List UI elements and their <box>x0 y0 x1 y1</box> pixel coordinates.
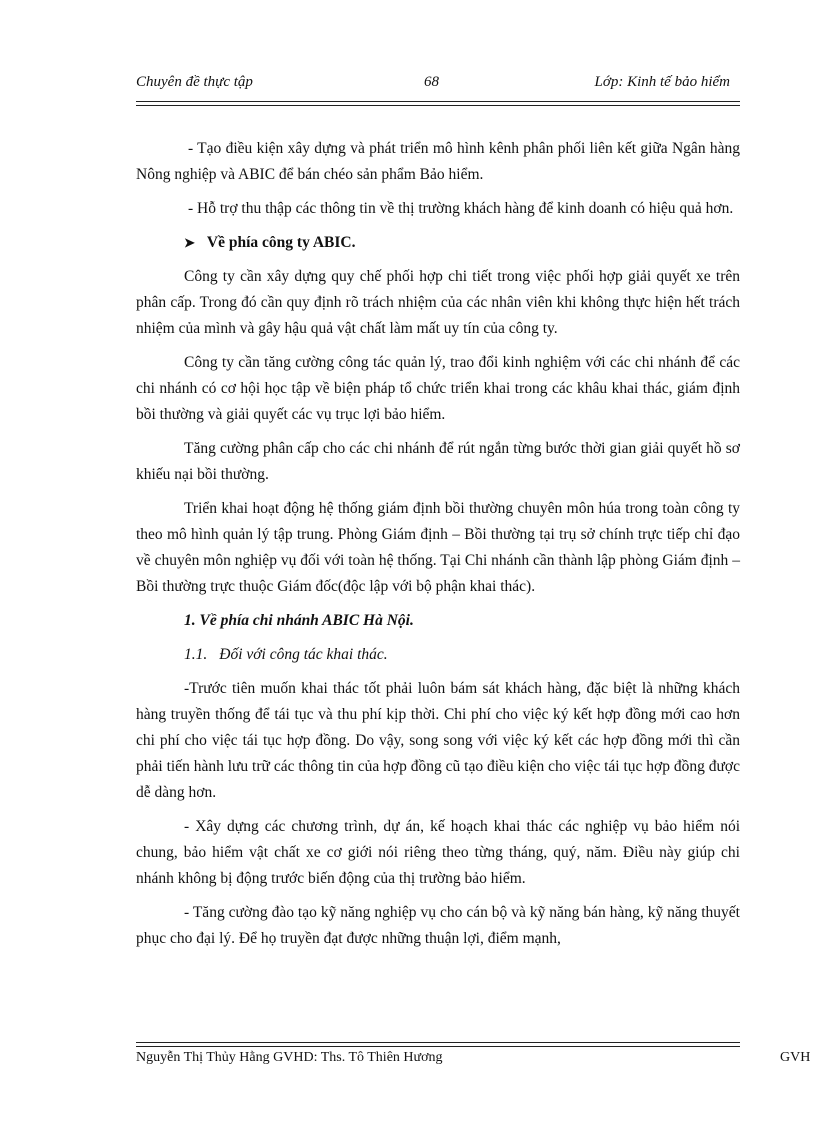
subsection-heading <box>136 642 740 668</box>
bullet-heading <box>136 230 740 256</box>
paragraph: Công ty cần tăng cường công tác quản lý, trao đổi kinh nghiệm với các chi nhánh để các chi nhánh có cơ hội học tập về biện pháp tổ chức triển khai trong các khâu khai thác, giám định bồi thường và giải quyết các vụ trục lợi bảo hiểm. <box>136 354 740 423</box>
paragraph: - Tăng cường đào tạo kỹ năng nghiệp vụ cho cán bộ và kỹ năng bán hàng, kỹ năng thuyết phục cho đại lý. Để họ truyền đạt được những thuận lợi, điểm mạnh, <box>136 904 740 947</box>
header-divider <box>136 101 740 106</box>
header-page-number: 68 <box>424 74 439 90</box>
paragraph: - Xây dựng các chương trình, dự án, kế hoạch khai thác các nghiệp vụ bảo hiểm nói chung, bảo hiểm vật chất xe cơ giới nói riêng theo từng tháng, quý, năm. Điều này giúp chi nhánh không bị động trước biến động của thị trường bảo hiểm. <box>136 818 740 887</box>
paragraph: - Tạo điều kiện xây dựng và phát triển mô hình kênh phân phối liên kết giữa Ngân hàng Nông nghiệp và ABIC để bán chéo sản phẩm Bảo hiểm. <box>136 140 740 183</box>
paragraph: - Hỗ trợ thu thập các thông tin về thị trường khách hàng để kinh doanh có hiệu quả hơn. <box>188 200 734 217</box>
section-heading: 1. Về phía chi nhánh ABIC Hà Nội. <box>184 612 414 629</box>
footer-divider <box>136 1042 740 1047</box>
footer-author: Nguyễn Thị Thủy Hằng GVHD: Ths. Tô Thiên Hương <box>136 1050 443 1065</box>
bullet-heading-text: Về phía công ty ABIC. <box>206 234 356 251</box>
paragraph: Tăng cường phân cấp cho các chi nhánh để rút ngắn từng bước thời gian giải quyết hồ sơ khiếu nại bồi thường. <box>136 440 740 483</box>
page-body <box>136 136 740 960</box>
subsection-number: 1.1. <box>184 646 208 663</box>
arrow-bullet-icon: ➤ <box>184 235 195 250</box>
header-document-title: Chuyên đề thực tập <box>136 74 253 90</box>
page-header <box>136 74 740 98</box>
subsection-title: Đối với công tác khai thác. <box>219 646 388 663</box>
footer-truncated-text: GVH <box>780 1050 811 1065</box>
paragraph: Công ty cần xây dựng quy chế phối hợp chi tiết trong việc phối hợp giải quyết xe trên phân cấp. Trong đó cần quy định rõ trách nhiệm của các nhân viên khi không thực hiện hết trách nhiệm của mình và gây hậu quả vật chất làm mất uy tín của công ty. <box>136 268 740 337</box>
paragraph: Triển khai hoạt động hệ thống giám định bồi thường chuyên môn húa trong toàn công ty theo mô hình quản lý tập trung. Phòng Giám định – Bồi thường tại trụ sở chính trực tiếp chỉ đạo về chuyên môn nghiệp vụ đối với toàn hệ thống. Tại Chi nhánh cần thành lập phòng Giám định – Bồi thường trực thuộc Giám đốc(độc lập với bộ phận khai thác). <box>136 500 740 595</box>
header-class-name: Lớp: Kinh tế bảo hiểm <box>594 74 730 90</box>
paragraph: -Trước tiên muốn khai thác tốt phải luôn bám sát khách hàng, đặc biệt là những khách hàng truyền thống để tái tục và thu phí kịp thời. Chi phí cho việc ký kết hợp đồng mới cao hơn chi phí cho việc tái tục hợp đồng. Do vậy, song song với việc ký kết các hợp đồng mới thì cần phải tiến hành lưu trữ các thông tin của hợp đồng cũ tạo điều kiện cho việc tái tục hợp đồng được dễ dàng hơn. <box>136 680 740 801</box>
